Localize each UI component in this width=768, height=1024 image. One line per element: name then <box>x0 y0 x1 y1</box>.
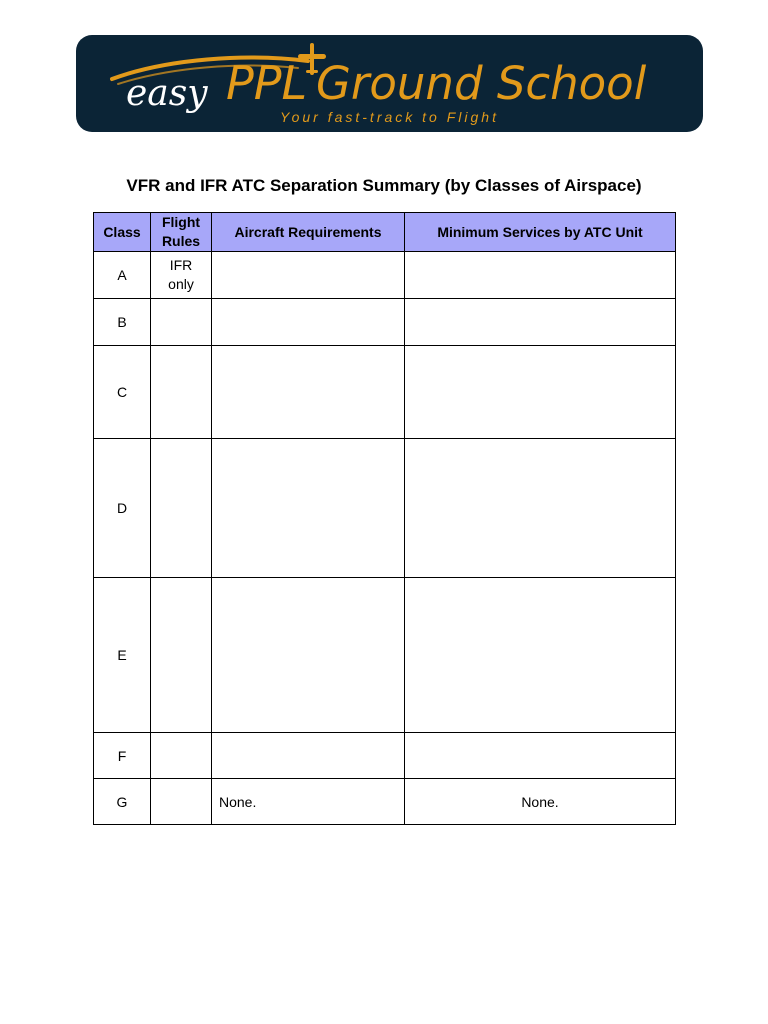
header-minimum-services: Minimum Services by ATC Unit <box>405 213 676 252</box>
flight-rules-cell <box>151 779 212 825</box>
minimum-services-cell <box>405 299 676 346</box>
logo-ground-school: Ground School <box>316 57 647 110</box>
header-flight-rules <box>151 213 212 252</box>
minimum-services-cell <box>405 346 676 439</box>
class-cell: A <box>94 252 151 299</box>
aircraft-requirements-cell: None. <box>212 779 405 825</box>
aircraft-requirements-cell <box>212 299 405 346</box>
minimum-services-cell <box>405 439 676 578</box>
aircraft-requirements-cell <box>212 439 405 578</box>
flight-rules-line2: only <box>168 276 194 292</box>
flight-rules-cell <box>151 299 212 346</box>
table-row <box>94 779 676 825</box>
class-cell: D <box>94 439 151 578</box>
flight-rules-cell <box>151 578 212 733</box>
table-row <box>94 299 676 346</box>
class-cell: B <box>94 299 151 346</box>
aircraft-requirements-cell <box>212 578 405 733</box>
separation-table <box>93 212 676 825</box>
header-class: Class <box>94 213 151 252</box>
aircraft-requirements-cell <box>212 733 405 779</box>
table-row <box>94 578 676 733</box>
table-row <box>94 346 676 439</box>
tagline: Your fast-track to Flight <box>280 109 499 125</box>
header-flight-rules-line1: Flight <box>161 214 201 230</box>
header-flight-rules-line2: Rules <box>161 233 201 249</box>
aircraft-requirements-cell <box>212 252 405 299</box>
flight-rules-cell <box>151 346 212 439</box>
minimum-services-cell <box>405 733 676 779</box>
table-row <box>94 252 676 299</box>
class-cell: E <box>94 578 151 733</box>
flight-rules-cell <box>151 733 212 779</box>
table-row <box>94 439 676 578</box>
page-title: VFR and IFR ATC Separation Summary (by Classes of Airspace) <box>126 176 642 195</box>
class-cell: C <box>94 346 151 439</box>
header-banner <box>76 35 703 132</box>
table-header-row <box>94 213 676 252</box>
flight-rules-line1: IFR <box>169 257 193 273</box>
minimum-services-cell: None. <box>405 779 676 825</box>
class-cell: F <box>94 733 151 779</box>
minimum-services-cell <box>405 578 676 733</box>
aircraft-requirements-cell <box>212 346 405 439</box>
table-row <box>94 733 676 779</box>
logo-easy: easy <box>126 73 208 114</box>
class-cell: G <box>94 779 151 825</box>
header-aircraft-requirements: Aircraft Requirements <box>212 213 405 252</box>
flight-rules-cell <box>151 439 212 578</box>
minimum-services-cell <box>405 252 676 299</box>
logo-ppl: PPL <box>226 56 308 110</box>
flight-rules-cell <box>151 252 212 299</box>
